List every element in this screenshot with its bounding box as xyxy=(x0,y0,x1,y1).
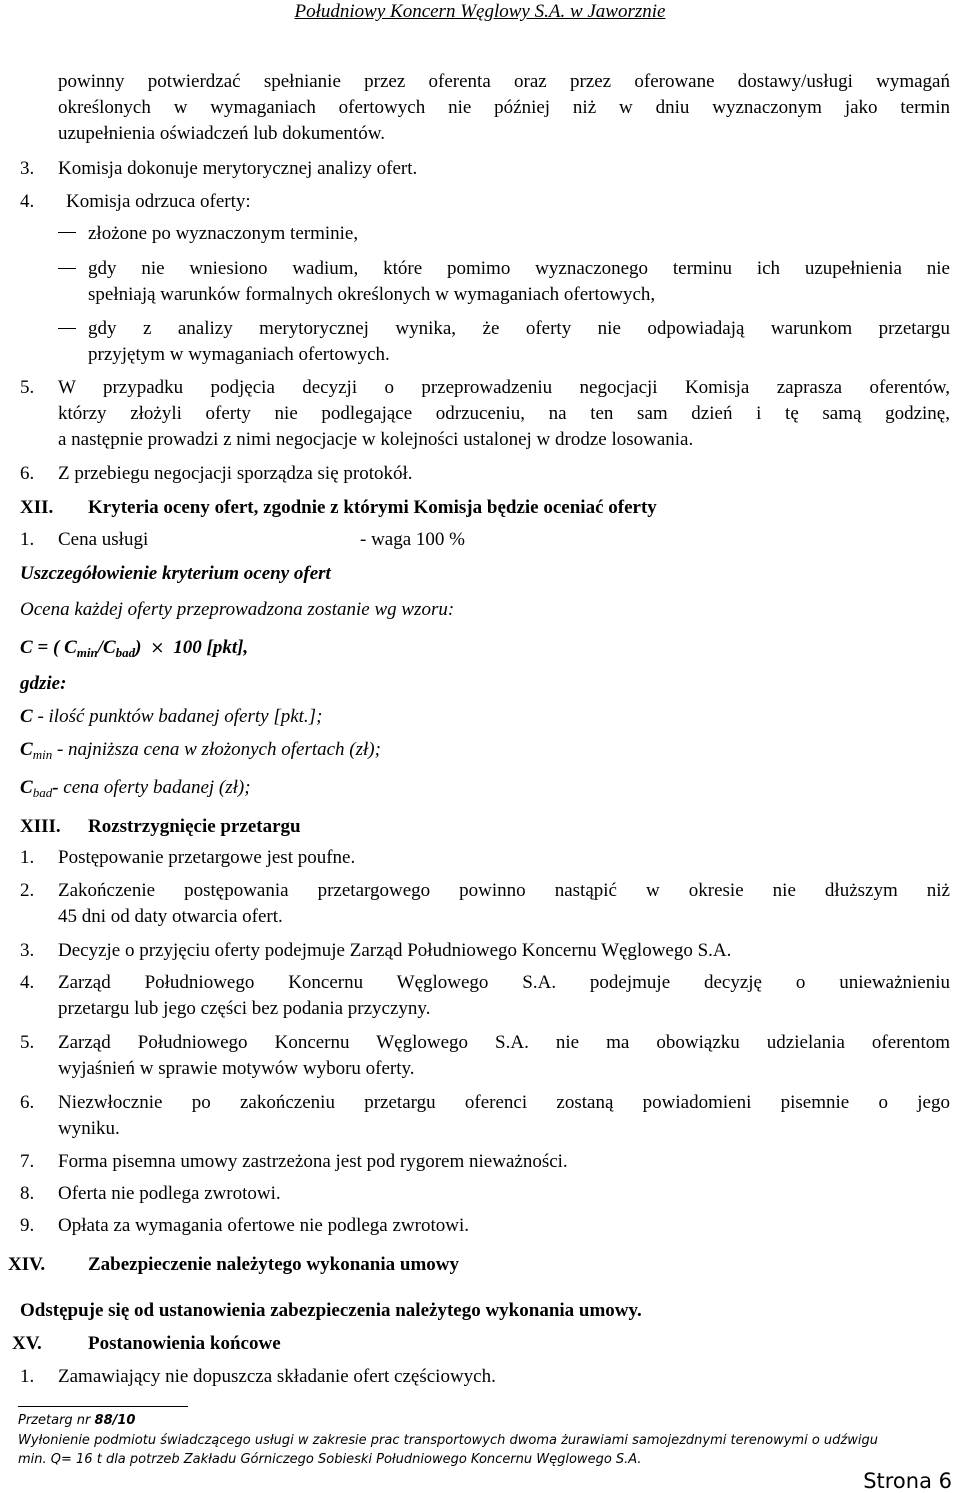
xiii-item-6-line-1: Niezwłocznie po zakończeniu przetargu oferenci zostaną powiadomieni pisemnie o jego xyxy=(58,1092,950,1113)
formula-intro: Ocena każdej oferty przeprowadzona zostanie wg wzoru: xyxy=(20,599,455,620)
gdzie-label: gdzie: xyxy=(20,673,67,694)
page-header: Południowy Koncern Węglowy S.A. w Jaworznie xyxy=(294,1,666,22)
page-number: Strona 6 xyxy=(863,1469,952,1493)
xiii-item-4-line-2: przetargu lub jego części bez podania przyczyny. xyxy=(58,998,431,1019)
section-xv-title: Postanowienia końcowe xyxy=(88,1333,281,1354)
bullet-3-line-2: przyjętym w wymaganiach ofertowych. xyxy=(88,344,390,365)
xiii-item-9-number: 9. xyxy=(20,1215,35,1236)
criterion-number: 1. xyxy=(20,529,35,550)
xiii-item-6-number: 6. xyxy=(20,1092,35,1113)
item-6-number: 6. xyxy=(20,463,35,484)
bullet-2-line-2: spełniają warunków formalnych określonych w wymaganiach ofertowych, xyxy=(88,284,656,305)
bullet-dash xyxy=(58,232,76,233)
multiply-sign: × xyxy=(150,638,165,658)
xiii-item-9-text: Opłata za wymagania ofertowe nie podlega zwrotowi. xyxy=(58,1215,469,1236)
xiii-item-1-number: 1. xyxy=(20,847,35,868)
section-xii-title: Kryteria oceny ofert, zgodnie z którymi Komisja będzie oceniać oferty xyxy=(88,497,657,518)
footer-reference: Przetarg nr 88/10 xyxy=(18,1413,136,1428)
item-5-line-3: a następnie prowadzi z nimi negocjacje w kolejności ustalonej w drodze losowania. xyxy=(58,429,694,450)
bullet-3-line-1: gdy z analizy merytorycznej wynika, że oferty nie odpowiadają warunkom przetargu xyxy=(88,318,950,339)
xiii-item-2-number: 2. xyxy=(20,880,35,901)
section-xiv-title: Zabezpieczenie należytego wykonania umowy xyxy=(88,1254,460,1275)
xiii-item-3-text: Decyzje o przyjęciu oferty podejmuje Zarząd Południowego Koncernu Węglowego S.A. xyxy=(58,940,732,961)
section-xv-number: XV. xyxy=(12,1333,42,1354)
xiii-item-5-line-2: wyjaśnień w sprawie motywów wyboru oferty. xyxy=(58,1058,415,1079)
item-3-number: 3. xyxy=(20,158,35,179)
footer-line-2: min. Q= 16 t dla potrzeb Zakładu Górniczego Sobieski Południowego Koncernu Węglowego S.A. xyxy=(18,1452,642,1467)
def-c: C - ilość punktów badanej oferty [pkt.]; xyxy=(20,706,323,727)
xiii-item-8-number: 8. xyxy=(20,1183,35,1204)
xiii-item-7-number: 7. xyxy=(20,1151,35,1172)
xiii-item-6-line-2: wyniku. xyxy=(58,1118,120,1139)
item-6-text: Z przebiegu negocjacji sporządza się protokół. xyxy=(58,463,413,484)
item-4-number: 4. xyxy=(20,191,35,212)
section-xiii-number: XIII. xyxy=(20,816,61,837)
footer-line-1: Wyłonienie podmiotu świadczącego usługi w zakresie prac transportowych dwoma żurawiami samojezdnymi terenowymi o udźwigu xyxy=(18,1433,878,1448)
section-xii-number: XII. xyxy=(20,497,54,518)
xv-item-1-number: 1. xyxy=(20,1366,35,1387)
xiii-item-1-text: Postępowanie przetargowe jest poufne. xyxy=(58,847,356,868)
bullet-dash xyxy=(58,268,76,269)
section-xiv-number: XIV. xyxy=(8,1254,46,1275)
intro-line-1: powinny potwierdzać spełnianie przez oferenta oraz przez oferowane dostawy/usługi wymagań xyxy=(58,71,950,92)
xiii-item-8-text: Oferta nie podlega zwrotowi. xyxy=(58,1183,281,1204)
item-3-text: Komisja dokonuje merytorycznej analizy ofert. xyxy=(58,158,418,179)
xiii-item-4-number: 4. xyxy=(20,972,35,993)
xiii-item-5-number: 5. xyxy=(20,1032,35,1053)
section-xiv-statement: Odstępuje się od ustanowienia zabezpieczenia należytego wykonania umowy. xyxy=(20,1300,642,1321)
item-5-number: 5. xyxy=(20,377,35,398)
section-xiii-title: Rozstrzygnięcie przetargu xyxy=(88,816,301,837)
xiii-item-2-line-2: 45 dni od daty otwarcia ofert. xyxy=(58,906,283,927)
xiii-item-2-line-1: Zakończenie postępowania przetargowego powinno nastąpić w okresie nie dłuższym niż xyxy=(58,880,950,901)
def-cbad: $C_{bad}-$ cena oferty badanej (zł); xyxy=(20,777,251,800)
def-cmin: $C_{min}$ - najniższa cena w złożonych ofertach (zł); xyxy=(20,739,381,762)
bullet-1-line-1: złożone po wyznaczonym terminie, xyxy=(88,223,359,244)
criterion-weight: - waga 100 % xyxy=(360,529,465,550)
item-5-line-2: którzy złożyli oferty nie podlegające odrzuceniu, na ten sam dzień i tę samą godzinę, xyxy=(58,403,950,424)
criterion-name: Cena usługi xyxy=(58,529,149,550)
criterion-details-title: Uszczegółowienie kryterium oceny ofert xyxy=(20,563,331,584)
bullet-dash xyxy=(58,328,76,329)
intro-line-3: uzupełnienia oświadczeń lub dokumentów. xyxy=(58,123,385,144)
xiii-item-3-number: 3. xyxy=(20,940,35,961)
xv-item-1-text: Zamawiający nie dopuszcza składanie ofert częściowych. xyxy=(58,1366,496,1387)
xiii-item-5-line-1: Zarząd Południowego Koncernu Węglowego S.A. nie ma obowiązku udzielania oferentom xyxy=(58,1032,950,1053)
item-4-text: Komisja odrzuca oferty: xyxy=(66,191,251,212)
xiii-item-7-text: Forma pisemna umowy zastrzeżona jest pod rygorem nieważności. xyxy=(58,1151,568,1172)
footer-rule xyxy=(18,1406,188,1407)
intro-line-2: określonych w wymaganiach ofertowych nie później niż w dniu wyznaczonym jako termin xyxy=(58,97,950,118)
formula: C = ( $C_{min}/C_{bad}) \times 100$ [pkt], xyxy=(20,637,249,660)
xiii-item-4-line-1: Zarząd Południowego Koncernu Węglowego S.A. podejmuje decyzję o unieważnieniu xyxy=(58,972,950,993)
item-5-line-1: W przypadku podjęcia decyzji o przeprowadzeniu negocjacji Komisja zaprasza oferentów, xyxy=(58,377,950,398)
bullet-2-line-1: gdy nie wniesiono wadium, które pomimo wyznaczonego terminu ich uzupełnienia nie xyxy=(88,258,950,279)
